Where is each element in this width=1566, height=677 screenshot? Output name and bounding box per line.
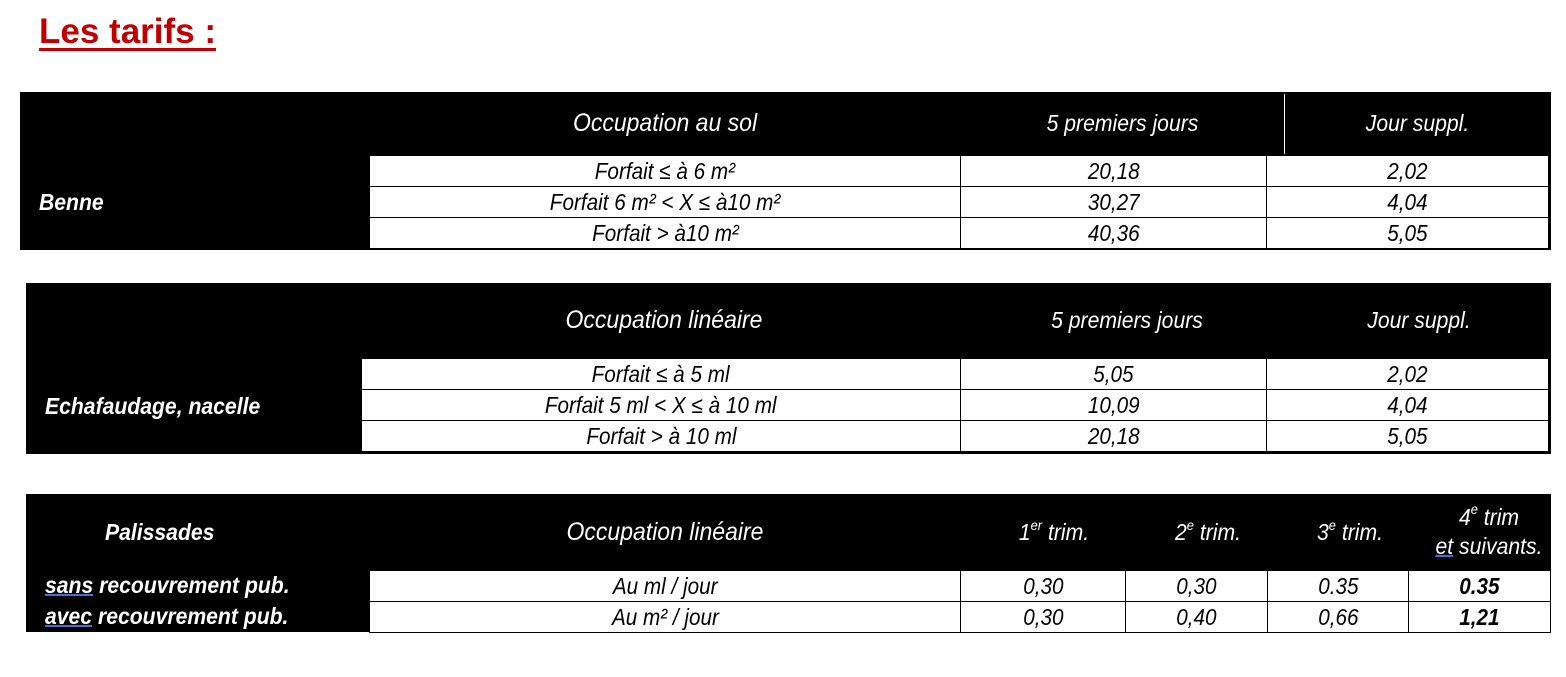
benne-header-divider xyxy=(1284,94,1285,154)
echafaudage-header-5-premiers-jours: 5 premiers jours xyxy=(1051,306,1203,333)
echafaudage-row-3-5-jours: 20,18 xyxy=(961,421,1267,452)
palissades-header-trim-3: 3e trim. xyxy=(1317,516,1383,545)
palissades-row-2-label: avec recouvrement pub. xyxy=(45,603,289,629)
benne-row-3-jour-suppl: 5,05 xyxy=(1267,218,1549,249)
palissades-header-trim-4: 4e trim et suivants. xyxy=(1435,501,1543,559)
benne-row-3-desc: Forfait > à10 m² xyxy=(370,218,961,249)
palissades-header-trim-2: 2e trim. xyxy=(1175,516,1241,545)
palissades-row-1-trim-2: 0,30 xyxy=(1126,571,1268,602)
benne-row-1-desc: Forfait ≤ à 6 m² xyxy=(370,156,961,187)
palissades-row-2-trim-2: 0,40 xyxy=(1126,602,1268,633)
echafaudage-row-2-5-jours: 10,09 xyxy=(961,390,1267,421)
benne-header-occupation: Occupation au sol xyxy=(572,109,758,137)
benne-row-2-jour-suppl: 4,04 xyxy=(1267,187,1549,218)
benne-header-5-premiers-jours: 5 premiers jours xyxy=(1046,110,1199,136)
benne-header-jour-suppl: Jour suppl. xyxy=(1365,110,1470,136)
benne-row-2-desc: Forfait 6 m² < X ≤ à10 m² xyxy=(370,187,961,218)
palissades-row-2-trim-4: 1,21 xyxy=(1409,602,1551,633)
benne-grid xyxy=(369,155,1549,249)
palissades-row-1-trim-1: 0,30 xyxy=(961,571,1126,602)
echafaudage-header-occupation: Occupation linéaire xyxy=(565,305,763,334)
palissades-row-1-trim-3: 0.35 xyxy=(1268,571,1409,602)
benne-row-1-5-jours: 20,18 xyxy=(961,156,1267,187)
benne-row-2-5-jours: 30,27 xyxy=(961,187,1267,218)
benne-row-1-jour-suppl: 2,02 xyxy=(1267,156,1549,187)
palissades-label: Palissades xyxy=(105,518,215,545)
benne-row-3-5-jours: 40,36 xyxy=(961,218,1267,249)
echafaudage-row-3-jour-suppl: 5,05 xyxy=(1267,421,1549,452)
palissades-header-trim-1: 1er trim. xyxy=(1018,516,1090,545)
echafaudage-label: Echafaudage, nacelle xyxy=(45,392,261,419)
echafaudage-row-2-jour-suppl: 4,04 xyxy=(1267,390,1549,421)
palissades-row-2-trim-1: 0,30 xyxy=(961,602,1126,633)
echafaudage-header-jour-suppl: Jour suppl. xyxy=(1367,306,1471,333)
echafaudage-row-1-jour-suppl: 2,02 xyxy=(1267,359,1549,390)
echafaudage-row-3-desc: Forfait > à 10 ml xyxy=(362,421,961,452)
palissades-header-occupation: Occupation linéaire xyxy=(566,517,764,546)
echafaudage-row-2-desc: Forfait 5 ml < X ≤ à 10 ml xyxy=(362,390,961,421)
benne-label: Benne xyxy=(39,189,104,215)
palissades-row-2-trim-3: 0,66 xyxy=(1268,602,1409,633)
echafaudage-row-1-desc: Forfait ≤ à 5 ml xyxy=(362,359,961,390)
palissades-grid xyxy=(369,570,1551,633)
palissades-row-2-unit: Au m² / jour xyxy=(370,602,961,633)
palissades-row-1-label: sans recouvrement pub. xyxy=(45,572,290,598)
echafaudage-row-1-5-jours: 5,05 xyxy=(961,359,1267,390)
palissades-row-1-unit: Au ml / jour xyxy=(370,571,961,602)
echafaudage-grid xyxy=(361,358,1549,452)
page-title: Les tarifs : xyxy=(39,12,216,51)
palissades-row-1-trim-4: 0.35 xyxy=(1409,571,1551,602)
